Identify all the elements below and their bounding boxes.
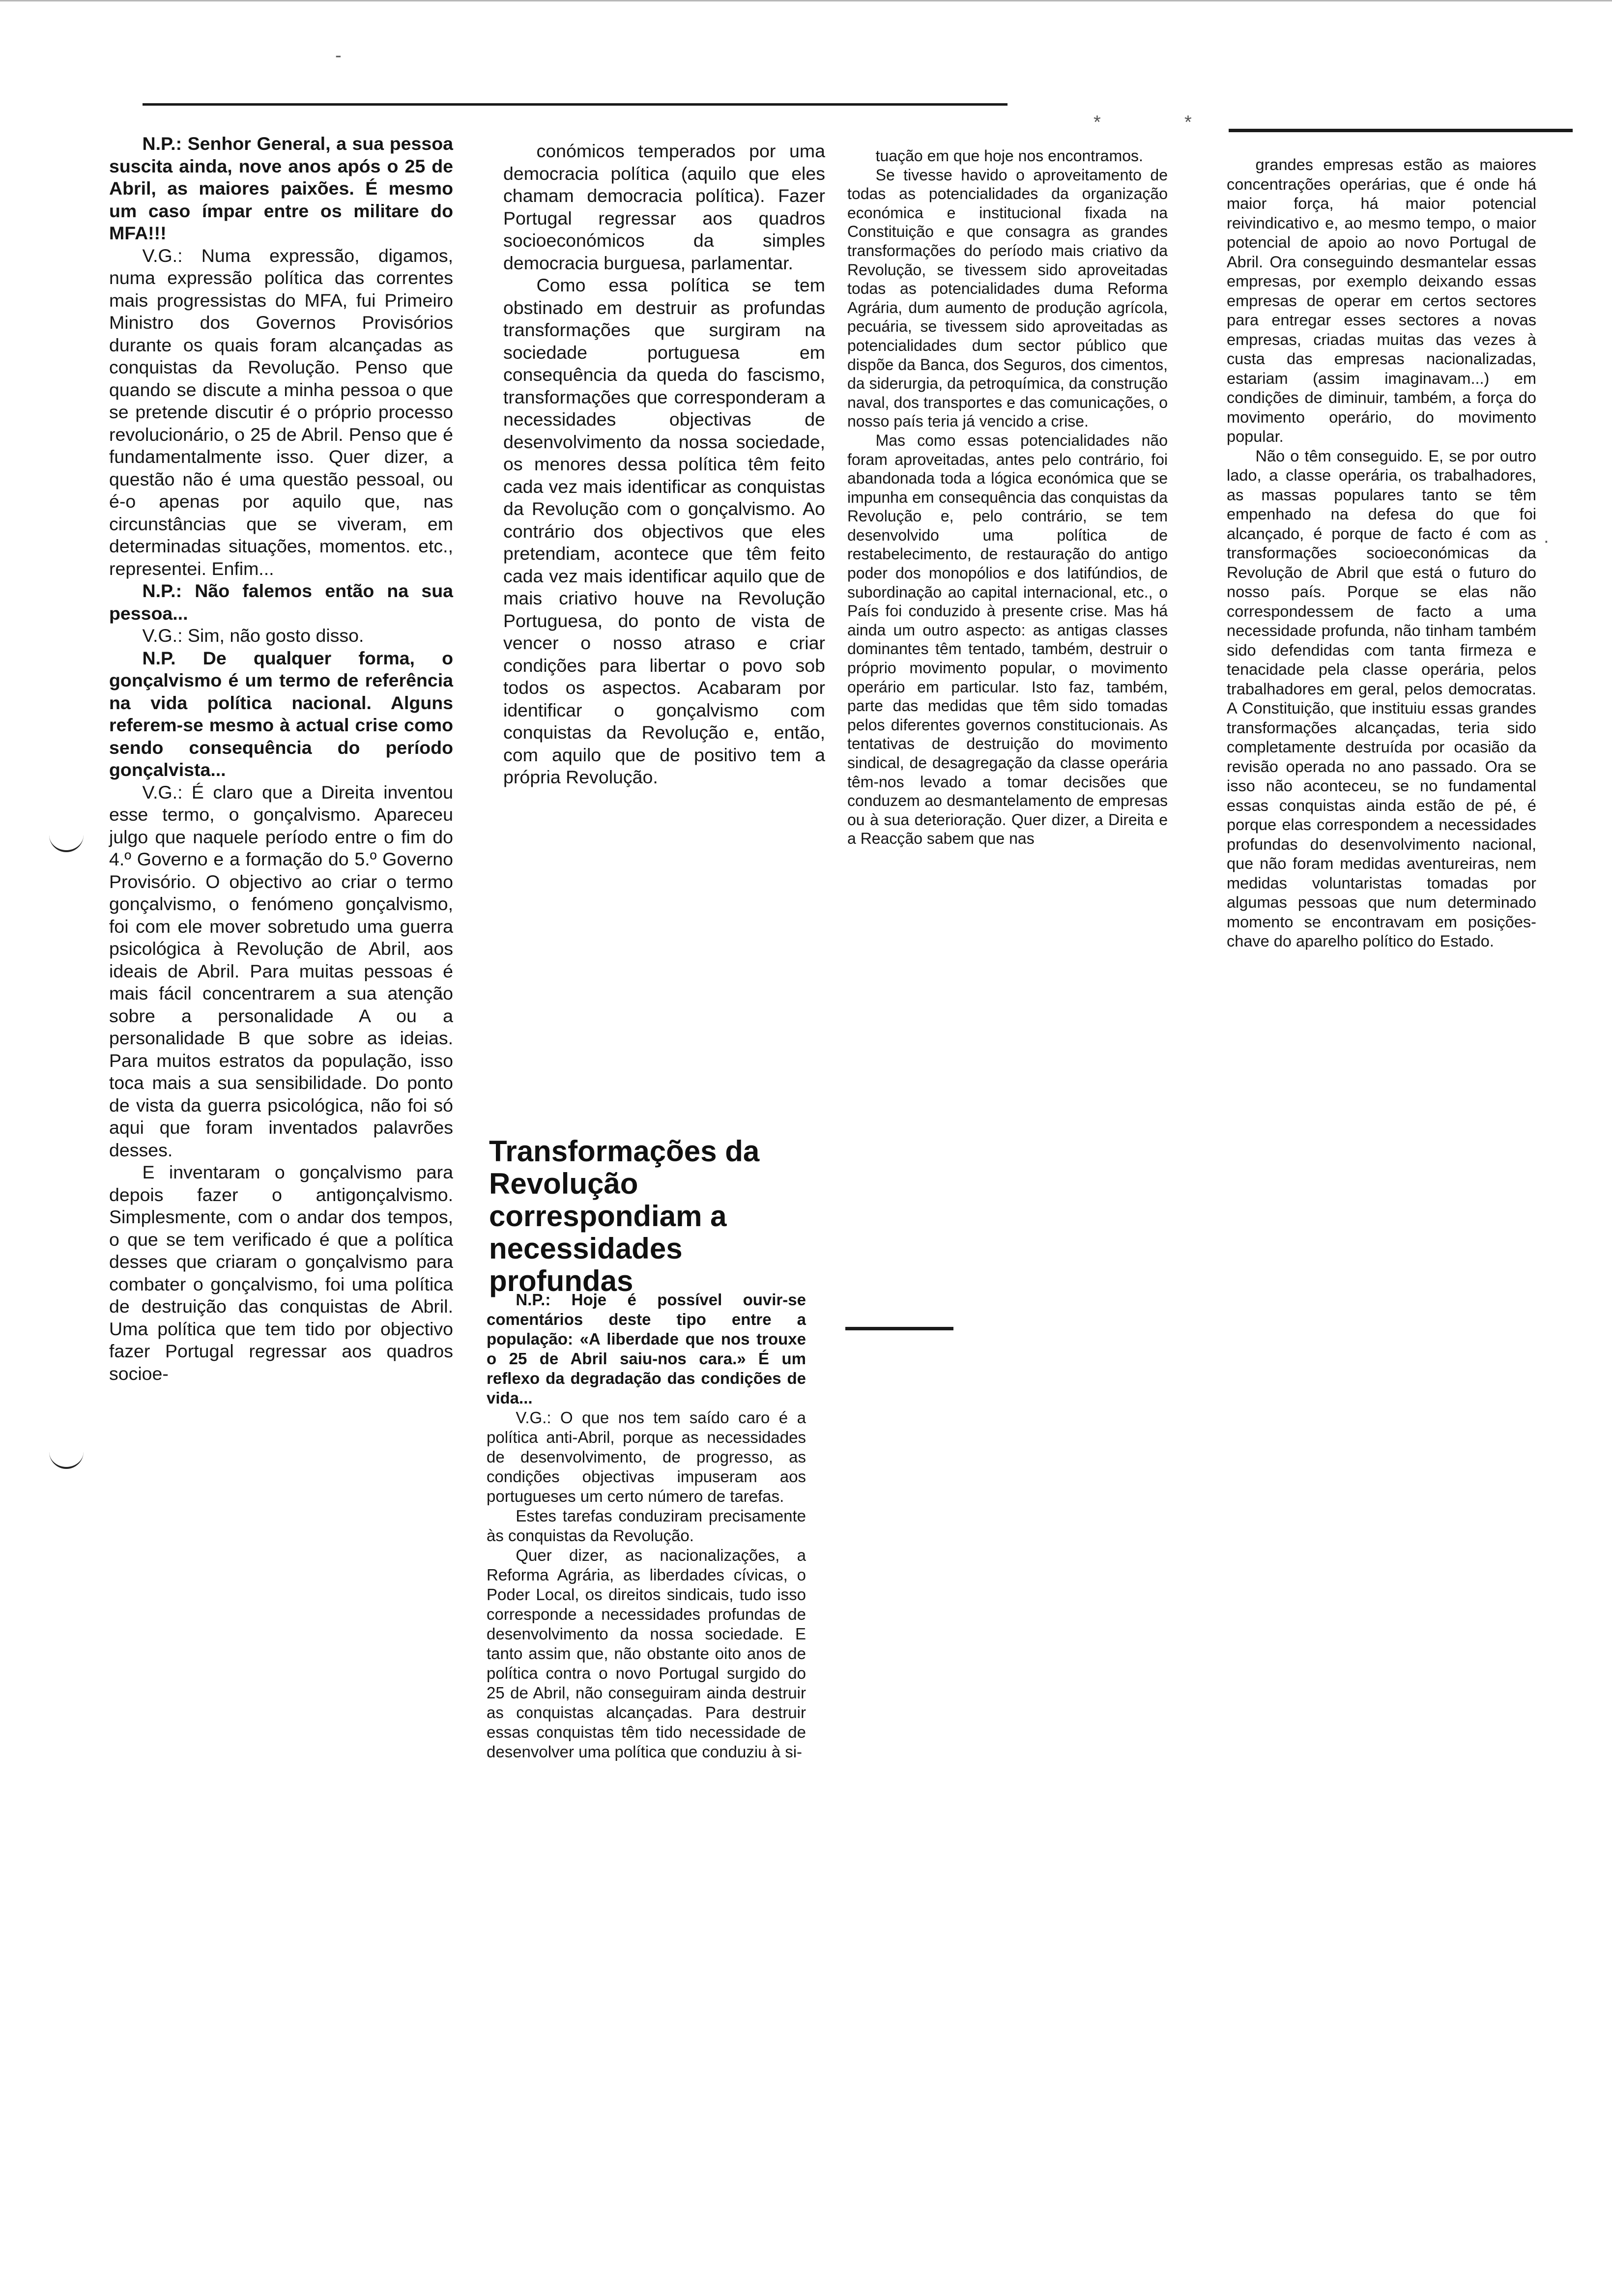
margin-mark: *	[1184, 112, 1192, 133]
margin-mark: *	[1094, 112, 1101, 133]
interview-answer: V.G.: Sim, não gosto disso.	[142, 625, 364, 646]
article-column-2-continued	[487, 1290, 806, 1762]
article-column-4	[1227, 155, 1536, 951]
margin-bracket	[49, 831, 84, 852]
interview-answer: Quer dizer, as nacionalizações, a Reforma Agrária, as liberdades cívicas, o Poder Local, os direitos sindicais, tudo isso corresponde a necessidades profundas de desenvolvimento da nossa sociedade. E tanto assim que, não obstante oito anos de política contra o novo Portugal surgido do 25 de Abril, não conseguiram ainda destruir as conquistas alcançadas. Para destruir essas conquistas têm tido necessidade de desenvolver uma política que conduziu à si-	[487, 1546, 806, 1761]
margin-mark: ·	[1543, 531, 1550, 551]
interview-answer: tuação em que hoje nos encontramos.	[875, 147, 1143, 165]
interview-answer: Se tivesse havido o aproveitamento de todas as potencialidades da organização económica e institucional fixada na Constituição e que consagra as grandes transformações do período mais criativo da Revolução, se tivessem sido aproveitadas todas as potencialidades duma Reforma Agrária, dum aumento de produção agrícola, pecuária, se tivessem sido aproveitadas as potencialidades dum sector público que dispõe da Banca, dos Seguros, dos cimentos, da siderurgia, da petroquímica, da construção naval, dos transportes e das comunicações, o nosso país teria já vencido a crise.	[847, 166, 1168, 430]
article-column-2	[503, 140, 825, 789]
margin-bracket	[49, 1447, 84, 1469]
section-heading: Transformações da Revolução correspondiam a necessidades profundas	[489, 1134, 760, 1297]
interview-answer: V.G.: É claro que a Direita inventou esse termo, o gonçalvismo. Apareceu julgo que naquele período entre o fim do 4.º Governo e a formação do 5.º Governo Provisório. O objectivo ao criar o termo gonçalvismo, o fenómeno gonçalvismo, foi com ele mover sobretudo uma guerra psicológica à Revolução de Abril, aos ideais de Abril. Para muitas pessoas é mais fácil concentrarem a sua atenção sobre a personalidade A ou a personalidade B que sobre as ideias. Para muitos estratos da população, isso toca mais a sua sensibilidade. Do ponto de vista da guerra psicológica, não foi só aqui que foram inventados palavrões desses.	[109, 781, 453, 1160]
column-rule-left	[143, 103, 1008, 106]
column-rule-right	[1229, 129, 1573, 132]
interview-question: N.P.: Não falemos então na sua pessoa...	[109, 580, 453, 624]
column-end-rule	[845, 1327, 953, 1330]
interview-answer: V.G.: Numa expressão, digamos, numa expressão política das correntes mais progressistas do MFA, fui Primeiro Ministro dos Governos Provisórios durante os quais foram alcançadas as conquistas da Revolução. Penso que quando se discute a minha pessoa o que se pretende discutir é o próprio processo revolucionário, o 25 de Abril. Penso que é fundamentalmente isso. Quer dizer, a questão não é uma questão pessoal, ou é-o apenas por aquilo que, nas circunstâncias que se viveram, em determinadas situações, momentos. etc., representei. Enfim...	[109, 245, 453, 579]
margin-mark: -	[335, 45, 342, 66]
interview-answer: Mas como essas potencialidades não foram aproveitadas, antes pelo contrário, foi abandonada toda a lógica económica que se impunha em consequência das conquistas da Revolução e, pelo contrário, se tem desenvolvido uma política de restabelecimento, de restauração do antigo poder dos monopólios e dos latifúndios, de subordinação ao capital internacional, etc., o País foi conduzido à presente crise. Mas há ainda um outro aspecto: as antigas classes dominantes têm tentado, também, destruir o próprio movimento popular, o movimento operário em particular. Isto faz, também, parte das medidas que têm sido tomadas pelos diferentes governos constitucionais. As tentativas de destruição do movimento sindical, de desagregação da classe operária têm-nos levado a tomar decisões que conduzem ao desmantelamento de empresas ou à sua deterioração. Quer dizer, a Direita e a Reacção sabem que nas	[847, 431, 1168, 848]
interview-answer: Estes tarefas conduziram precisamente às conquistas da Revolução.	[487, 1507, 806, 1545]
interview-answer: E inventaram o gonçalvismo para depois fazer o antigonçalvismo. Simplesmente, com o andar dos tempos, o que se tem verificado é que a política desses que criaram o gonçalvismo para combater o gonçalvismo, foi uma política de destruição das conquistas de Abril. Uma política que tem tido por objectivo fazer Portugal regressar aos quadros socioe-	[109, 1162, 453, 1384]
interview-answer: Como essa política se tem obstinado em destruir as profundas transformações que surgiram na sociedade portuguesa em consequência da queda do fascismo, transformações que corresponderam a necessidades objectivas de desenvolvimento da nossa sociedade, os menores dessa política têm feito cada vez mais identificar as conquistas da Revolução com o gonçalvismo. Ao contrário dos objectivos que eles pretendiam, acontece que têm feito cada vez mais identificar aquilo que de mais criativo houve na Revolução Portuguesa, do ponto de vista de vencer o nosso atraso e criar condições para libertar o povo sob todos os aspectos. Acabaram por identificar o gonçalvismo com conquistas da Revolução e, então, com aquilo que de positivo tem a própria Revolução.	[503, 275, 825, 787]
interview-question: N.P. De qualquer forma, o gonçalvismo é um termo de referência na vida política nacional. Alguns referem-se mesmo à actual crise como sendo consequência do período gonçalvista...	[109, 647, 453, 780]
interview-answer: V.G.: O que nos tem saído caro é a política anti-Abril, porque as necessidades de desenvolvimento, de progresso, as condições objectivas impuseram aos portugueses um certo número de tarefas.	[487, 1408, 806, 1505]
interview-answer: grandes empresas estão as maiores concentrações operárias, que é onde há maior força, há maior potencial reivindicativo e, ao mesmo tempo, o maior potencial de apoio ao novo Portugal de Abril. Ora conseguindo desmantelar essas empresas, por exemplo deixando essas empresas de operar em certos sectores para entregar esses sectores a novas empresas, criadas muitas das vezes à custa das empresas nacionalizadas, estariam (assim imaginavam...) em condições de diminuir, também, a força do movimento operário, do movimento popular.	[1227, 156, 1536, 445]
article-column-1	[109, 133, 453, 1385]
interview-question: N.P.: Senhor General, a sua pessoa suscita ainda, nove anos após o 25 de Abril, as maiores paixões. É mesmo um caso ímpar entre os militare do MFA!!!	[109, 133, 453, 243]
page-top-edge	[0, 0, 1612, 1]
article-column-3	[847, 146, 1168, 848]
interview-question: N.P.: Hoje é possível ouvir-se comentários deste tipo entre a população: «A liberdade que nos trouxe o 25 de Abril saiu-nos cara.» É um reflexo da degradação das condições de vida...	[487, 1291, 806, 1407]
interview-answer: conómicos temperados por uma democracia política (aquilo que eles chamam democracia política). Fazer Portugal regressar aos quadros socioeconómicos da simples democracia burguesa, parlamentar.	[503, 141, 825, 273]
interview-answer: Não o têm conseguido. E, se por outro lado, a classe operária, os trabalhadores, as massas populares tanto se têm empenhado na defesa do que foi alcançado, é porque de facto é com as transformações socioeconómicas da Revolução de Abril que está o futuro do nosso país. Porque se elas não correspondessem de facto a uma necessidade profunda, não tinham também sido defendidas com tanta firmeza e tenacidade pela classe operária, pelos trabalhadores em geral, pelos democratas. A Constituição, que instituiu essas grandes transformações alcançadas, teria sido completamente destruída por ocasião da revisão operada no ano passado. Ora se isso não aconteceu, se no fundamental essas conquistas ainda estão de pé, é porque elas correspondem a necessidades profundas do desenvolvimento nacional, que não foram medidas aventureiras, nem medidas voluntaristas tomadas por algumas pessoas que num determinado momento se encontravam em posições-chave do aparelho político do Estado.	[1227, 447, 1536, 950]
